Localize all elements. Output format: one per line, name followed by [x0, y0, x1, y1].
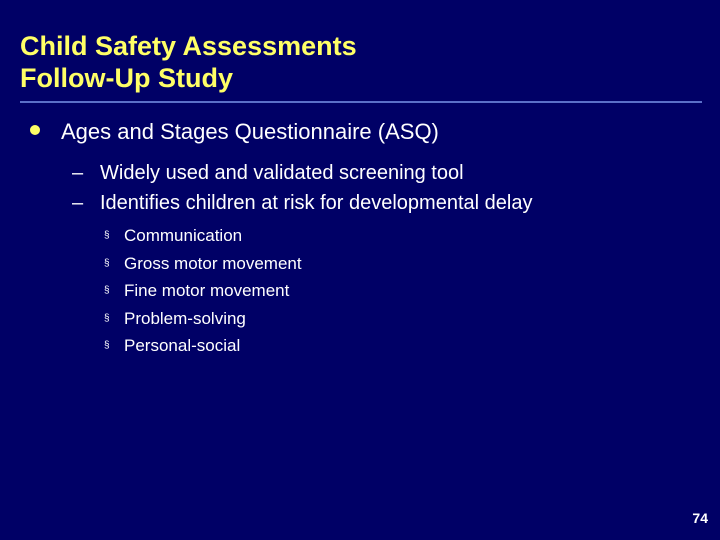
title-line-1: Child Safety Assessments	[20, 31, 357, 61]
title-divider	[20, 101, 702, 103]
square-bullet-icon: §	[104, 230, 110, 241]
main-bullet	[30, 118, 439, 146]
bullet-dot-icon	[30, 125, 40, 135]
sub-bullet-text: Identifies children at risk for developmental delay	[100, 192, 533, 214]
domain-item	[104, 305, 302, 333]
square-bullet-icon: §	[104, 257, 110, 269]
title-line-2: Follow-Up Study	[20, 63, 233, 93]
sub-bullet	[72, 188, 532, 218]
domain-item	[104, 332, 302, 360]
domain-text: Problem-solving	[124, 308, 246, 328]
sub-bullet-text: Widely used and validated screening tool	[100, 162, 464, 184]
sub-bullet-list	[72, 158, 532, 218]
domain-text: Gross motor movement	[124, 253, 302, 273]
domain-list	[104, 222, 302, 360]
slide-title	[20, 30, 357, 94]
dash-icon: –	[72, 192, 84, 214]
page-number: 74	[692, 510, 708, 526]
square-bullet-icon: §	[104, 340, 110, 351]
sub-bullet	[72, 158, 532, 188]
domain-item	[104, 250, 302, 278]
dash-icon: –	[72, 162, 84, 184]
domain-item	[104, 222, 302, 250]
main-bullet-text: Ages and Stages Questionnaire (ASQ)	[61, 119, 439, 144]
square-bullet-icon: §	[104, 312, 110, 324]
domain-text: Personal-social	[124, 336, 241, 355]
domain-text: Communication	[124, 226, 243, 245]
domain-item	[104, 277, 302, 305]
domain-text: Fine motor movement	[124, 281, 290, 300]
square-bullet-icon: §	[104, 285, 110, 296]
